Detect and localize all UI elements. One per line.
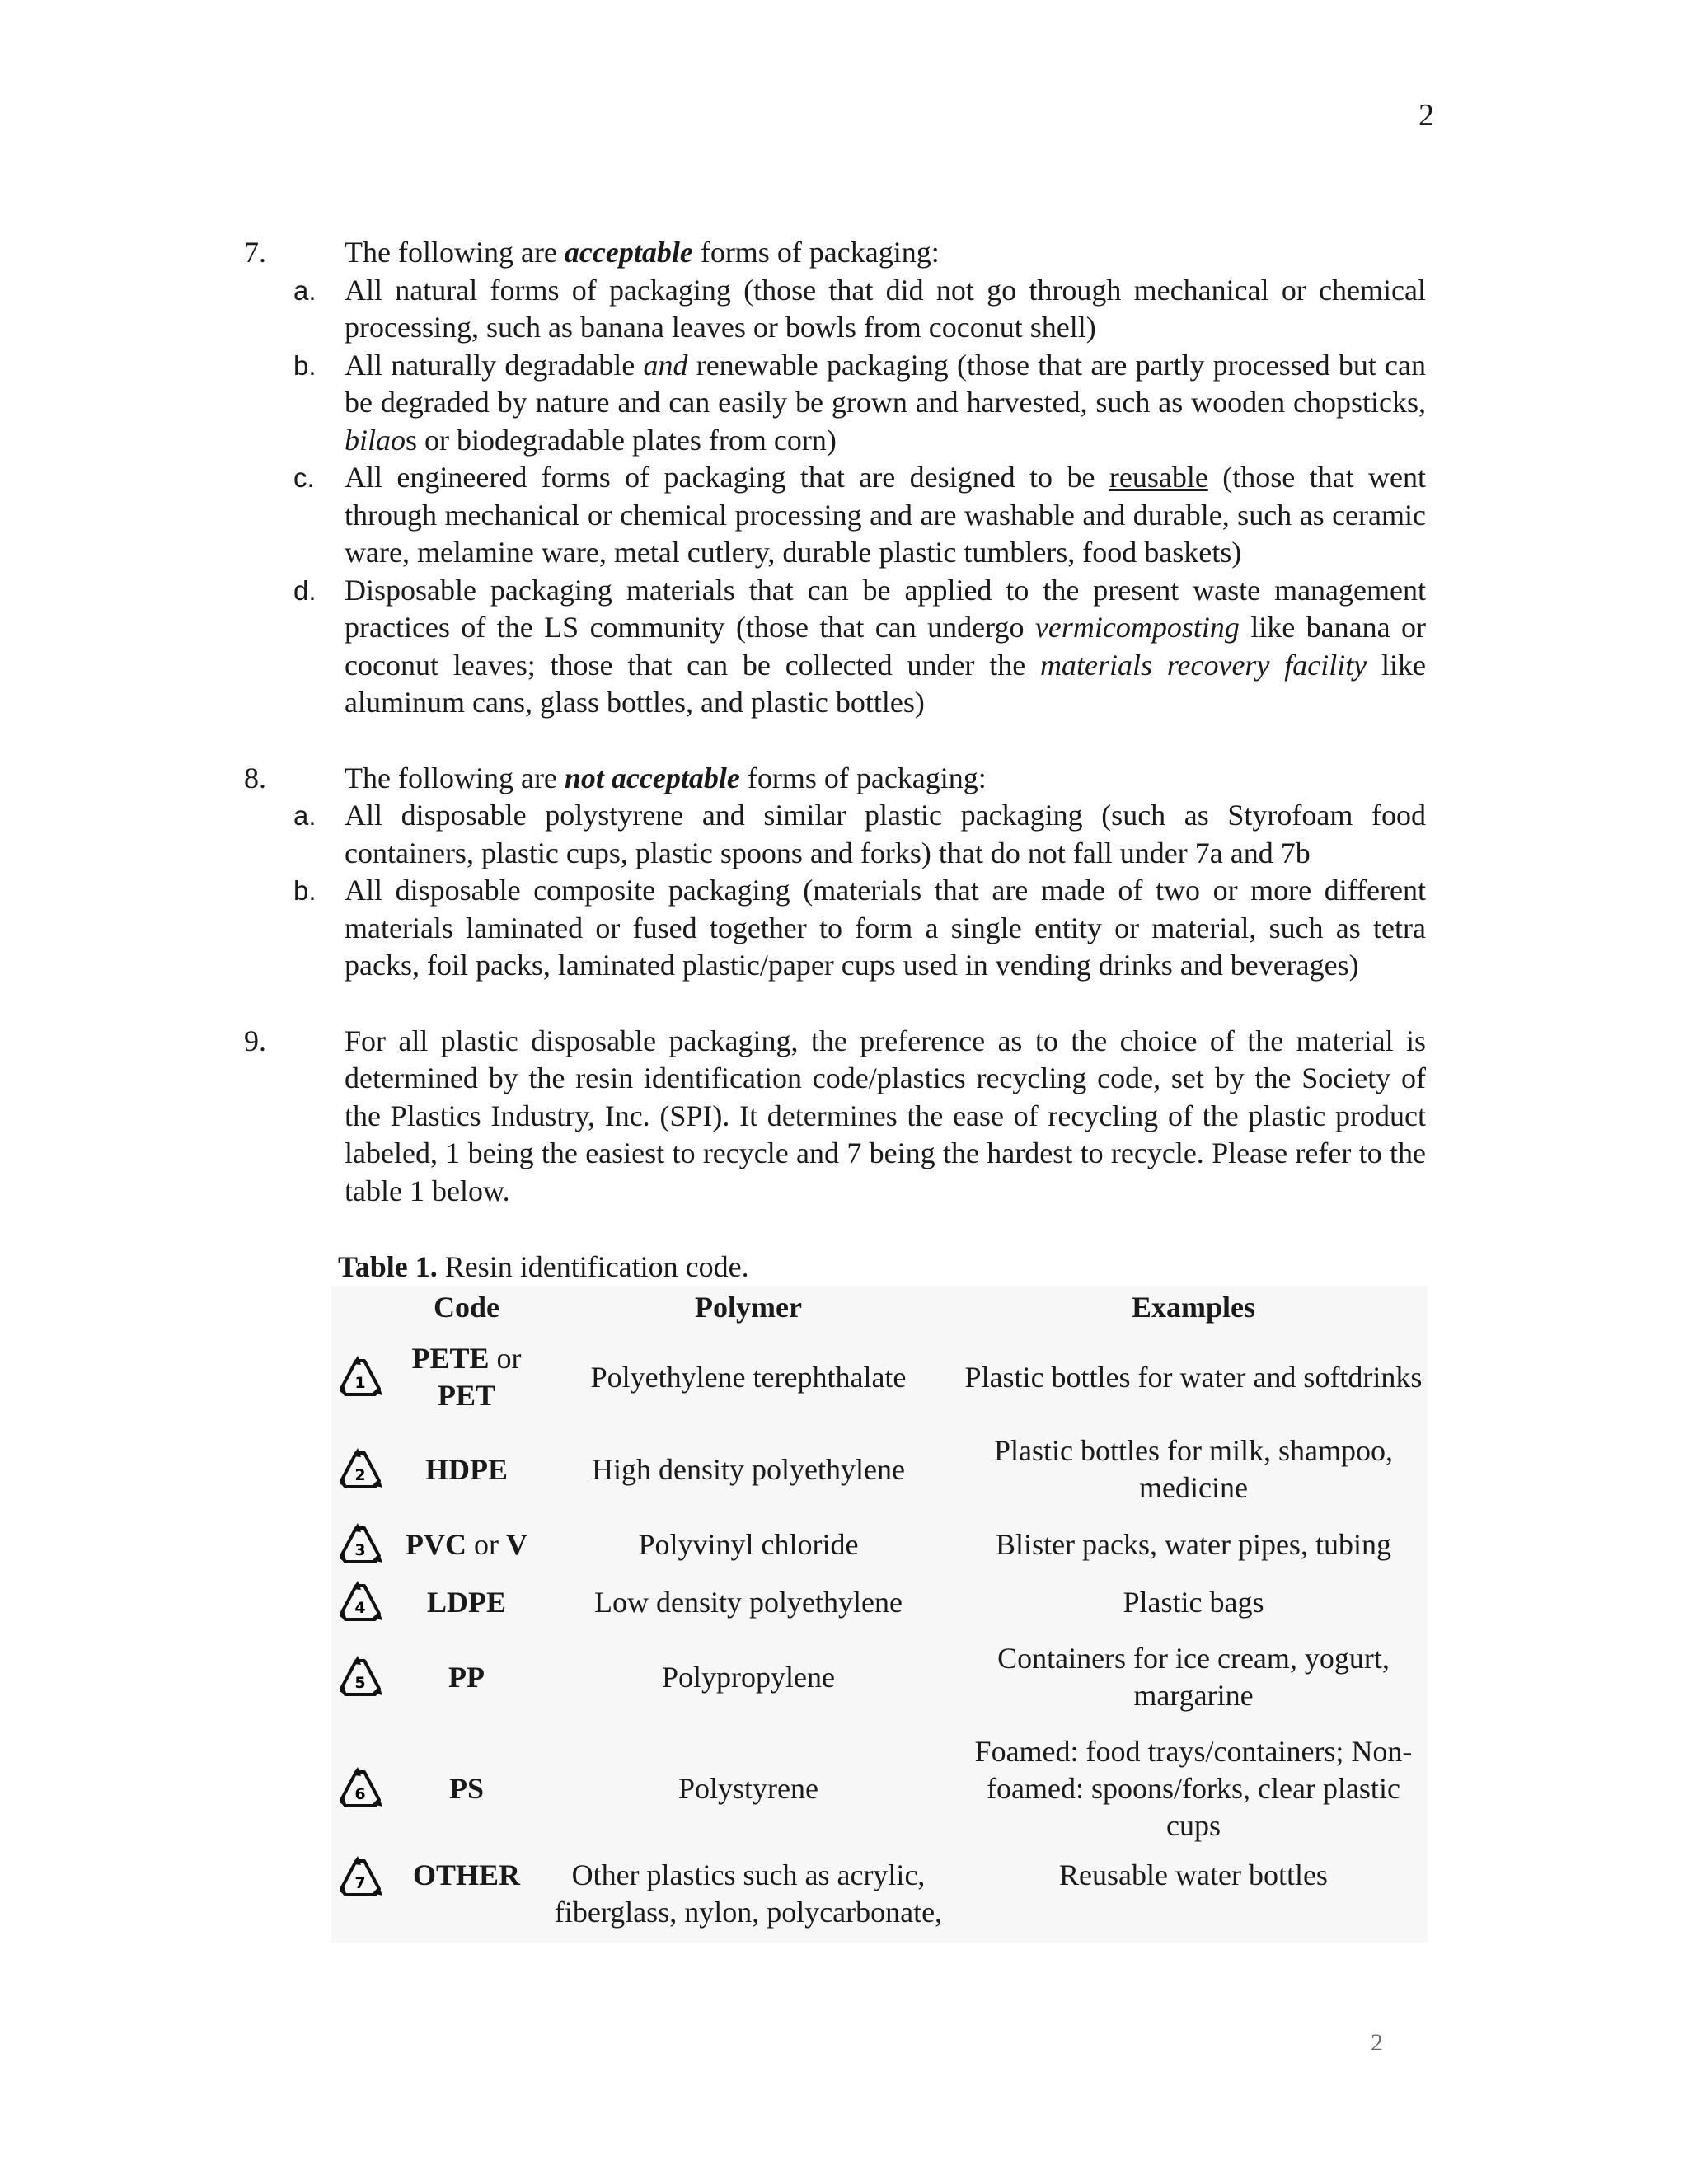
svg-text:2: 2 [354, 1466, 366, 1484]
svg-text:4: 4 [354, 1599, 366, 1617]
table-row: 5 PP Polypropylene Containers for ice cream, yogurt, margarine [331, 1631, 1428, 1723]
section-number: 8. [244, 761, 266, 794]
section-7 [244, 234, 1426, 722]
list-item: a. All natural forms of packaging (those that did not go through mechanical or chemical processing, such as banana leaves or bowls from coconut shell) [293, 273, 1426, 344]
table-header-row [331, 1286, 1428, 1331]
table-row: 3 PVC or V Polyvinyl chloride Blister packs, water pipes, tubing [331, 1516, 1428, 1573]
resin-code-table [331, 1286, 1428, 1943]
document-body [244, 234, 1426, 1943]
table-row: 2 HDPE High density polyethylene Plastic bottles for milk, shampoo, medicine [331, 1423, 1428, 1516]
table-row: 7 OTHER Other plastics such as acrylic, fiberglass, nylon, polycarbonate, Reusable water bottles [331, 1854, 1428, 1943]
table-caption: Table 1. Resin identification code. [338, 1250, 749, 1283]
section-number: 7. [244, 236, 266, 269]
section-intro: The following are acceptable forms of packaging: [345, 236, 940, 269]
recycle-code-5-icon [336, 1653, 384, 1701]
recycle-code-1-icon [336, 1353, 384, 1401]
table-row: 1 PETE or PET Polyethylene terephthalate Plastic bottles for water and softdrinks [331, 1331, 1428, 1423]
page-number-bottom: 2 [1371, 2029, 1383, 2056]
emphasis-acceptable: acceptable [564, 236, 693, 269]
svg-text:1: 1 [354, 1374, 366, 1392]
list-item: d. Disposable packaging materials that can be applied to the present waste management practices of the LS community (those that can undergo vermicomposting like banana or coconut leaves; those that can be collected under the materials recovery facility like aluminum cans, glass bottles, and plastic bottles) [293, 573, 1427, 719]
table-row: 4 LDPE Low density polyethylene Plastic bags [331, 1573, 1428, 1631]
section-text: For all plastic disposable packaging, the preference as to the choice of the material is determined by the resin identification code/plastics recycling code, set by the Society of the Plastics Industry, Inc. (SPI). It determines the ease of recycling of the plastic product labeled, 1 being the easiest to recycle and 7 being the hardest to recycle. Please refer to the table 1 below. [345, 1024, 1426, 1207]
section-8 [244, 760, 1426, 985]
recycle-code-4-icon [336, 1578, 384, 1626]
list-item: c. All engineered forms of packaging that are designed to be reusable (those that went through mechanical or chemical processing and are washable and durable, such as ceramic ware, melamine ware, metal cutlery, durable plastic tumblers, food baskets) [293, 461, 1426, 569]
svg-text:6: 6 [354, 1785, 366, 1803]
list-item: b. All naturally degradable and renewable packaging (those that are partly processed but can be degraded by nature and can easily be grown and harvested, such as wooden chopsticks, bilaos or biodegradable plates from corn) [293, 348, 1427, 457]
header-code: Code [434, 1291, 499, 1324]
recycle-code-6-icon [336, 1765, 384, 1812]
section-number: 9. [244, 1024, 266, 1057]
section-intro: The following are not acceptable forms of packaging: [345, 761, 987, 794]
header-examples: Examples [1131, 1291, 1255, 1324]
page-number-top: 2 [1418, 98, 1434, 133]
emphasis-not-acceptable: not acceptable [564, 761, 740, 794]
table-row: 6 PS Polystyrene Foamed: food trays/containers; Non-foamed: spoons/forks, clear plastic cups [331, 1723, 1428, 1854]
recycle-code-7-icon [336, 1854, 384, 1901]
svg-text:3: 3 [354, 1541, 366, 1559]
list-item: a. All disposable polystyrene and similar plastic packaging (such as Styrofoam food containers, plastic cups, plastic spoons and forks) that do not fall under 7a and 7b [293, 799, 1426, 869]
svg-text:5: 5 [354, 1674, 366, 1692]
list-item: b. All disposable composite packaging (materials that are made of two or more different materials laminated or fused together to form a single entity or material, such as tetra packs, foil packs, laminated plastic/paper cups used in vending drinks and beverages) [293, 874, 1426, 982]
header-polymer: Polymer [695, 1291, 802, 1324]
recycle-code-3-icon [336, 1521, 384, 1568]
svg-text:7: 7 [354, 1874, 366, 1892]
section-9 [244, 1023, 1426, 1211]
recycle-code-2-icon [336, 1446, 384, 1493]
